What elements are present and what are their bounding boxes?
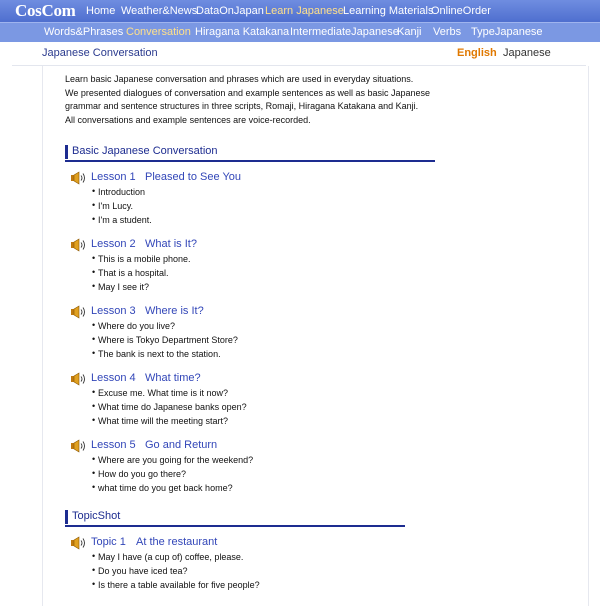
topic-name: At the restaurant xyxy=(136,536,218,548)
top-nav-data-on-japan[interactable]: DataOnJapan xyxy=(196,5,264,17)
sub-nav-bar xyxy=(0,22,600,42)
lesson-number: Lesson 4 xyxy=(91,372,136,384)
lang-english-link[interactable]: English xyxy=(457,47,497,59)
top-nav-home[interactable]: Home xyxy=(86,5,116,17)
lesson-title-link[interactable] xyxy=(91,372,201,384)
example-sentence: • I'm Lucy. xyxy=(98,201,133,211)
lesson-number: Lesson 3 xyxy=(91,305,136,317)
example-sentence: • That is a hospital. xyxy=(98,268,169,278)
intro-line: We presented dialogues of conversation and example sentences as well as basic Japanese xyxy=(65,87,431,98)
section-heading-rule xyxy=(65,525,405,527)
speaker-icon[interactable] xyxy=(70,536,88,555)
speaker-icon[interactable] xyxy=(70,238,88,257)
example-sentence: • What time do Japanese banks open? xyxy=(98,402,247,412)
lang-japanese-link[interactable]: Japanese xyxy=(503,47,551,59)
sub-nav-hiragana-katakana[interactable]: Hiragana Katakana xyxy=(195,26,290,38)
lesson-title-link[interactable] xyxy=(91,439,217,451)
intro-line: Learn basic Japanese conversation and phrases which are used in everyday situations. xyxy=(65,74,414,84)
sub-nav-intermediate-japanese[interactable]: IntermediateJapanese xyxy=(290,26,399,38)
sub-nav-verbs[interactable]: Verbs xyxy=(433,26,462,38)
sub-nav-type-japanese[interactable]: TypeJapanese xyxy=(471,26,543,38)
sub-nav-words-phrases[interactable]: Words&Phrases xyxy=(44,26,124,38)
site-logo[interactable]: CosCom xyxy=(15,1,76,20)
page-title: Japanese Conversation xyxy=(42,47,158,59)
intro-line: grammar and sentence structures in three scripts, Romaji, Hiragana Katakana and Kanji. xyxy=(65,101,419,111)
intro-line: All conversations and example sentences are voice-recorded. xyxy=(65,114,311,125)
example-sentence: • Introduction xyxy=(98,187,145,197)
section-heading-text: Basic Japanese Conversation xyxy=(72,145,218,157)
page-header xyxy=(12,41,586,66)
lesson-name: Where is It? xyxy=(145,305,204,317)
section-heading-rule xyxy=(65,160,435,162)
lesson-name: What is It? xyxy=(145,238,197,250)
example-sentence: • This is a mobile phone. xyxy=(98,254,191,264)
speaker-icon[interactable] xyxy=(70,439,88,458)
example-sentence: • I'm a student. xyxy=(98,215,152,225)
lesson-name: Go and Return xyxy=(145,439,218,451)
sub-nav-conversation[interactable]: Conversation xyxy=(126,26,191,38)
lesson-number: Lesson 2 xyxy=(91,238,136,250)
example-sentence: • Is there a table available for five people? xyxy=(98,580,260,590)
example-sentence: • May I have (a cup of) coffee, please. xyxy=(98,552,243,562)
example-sentence: • What time will the meeting start? xyxy=(98,416,228,426)
section-heading-bar xyxy=(65,510,68,524)
sub-nav-kanji[interactable]: Kanji xyxy=(397,26,422,38)
topic-number: Topic 1 xyxy=(91,536,126,548)
intro-text xyxy=(65,73,430,127)
example-sentence: • Do you have iced tea? xyxy=(98,566,188,576)
example-sentence: • Where do you live? xyxy=(98,321,175,331)
example-sentence: • Excuse me. What time is it now? xyxy=(98,388,228,398)
lesson-name: Pleased to See You xyxy=(145,171,242,183)
example-sentence: • May I see it? xyxy=(98,282,149,292)
top-nav-learn-japanese[interactable]: Learn Japanese xyxy=(265,5,344,17)
lesson-title-link[interactable] xyxy=(91,238,197,250)
lesson-title-link[interactable] xyxy=(91,171,241,183)
example-sentence: • what time do you get back home? xyxy=(98,483,233,493)
top-nav-bar xyxy=(0,0,600,22)
speaker-icon[interactable] xyxy=(70,171,88,190)
lesson-title-link[interactable] xyxy=(91,305,204,317)
lesson-number: Lesson 5 xyxy=(91,439,136,451)
top-nav-weather-news[interactable]: Weather&News xyxy=(121,5,198,17)
example-sentence: • Where is Tokyo Department Store? xyxy=(98,335,238,345)
example-sentence: • How do you go there? xyxy=(98,469,186,479)
lesson-number: Lesson 1 xyxy=(91,171,136,183)
section-heading-bar xyxy=(65,145,68,159)
speaker-icon[interactable] xyxy=(70,305,88,324)
top-nav-learning-materials[interactable]: Learning Materials xyxy=(343,5,434,17)
lesson-name: What time? xyxy=(145,372,201,384)
topic-title-link[interactable] xyxy=(91,536,217,548)
speaker-icon[interactable] xyxy=(70,372,88,391)
example-sentence: • Where are you going for the weekend? xyxy=(98,455,253,465)
section-heading-text: TopicShot xyxy=(72,510,121,522)
example-sentence: • The bank is next to the station. xyxy=(98,349,221,359)
top-nav-online-order[interactable]: OnlineOrder xyxy=(431,5,491,17)
